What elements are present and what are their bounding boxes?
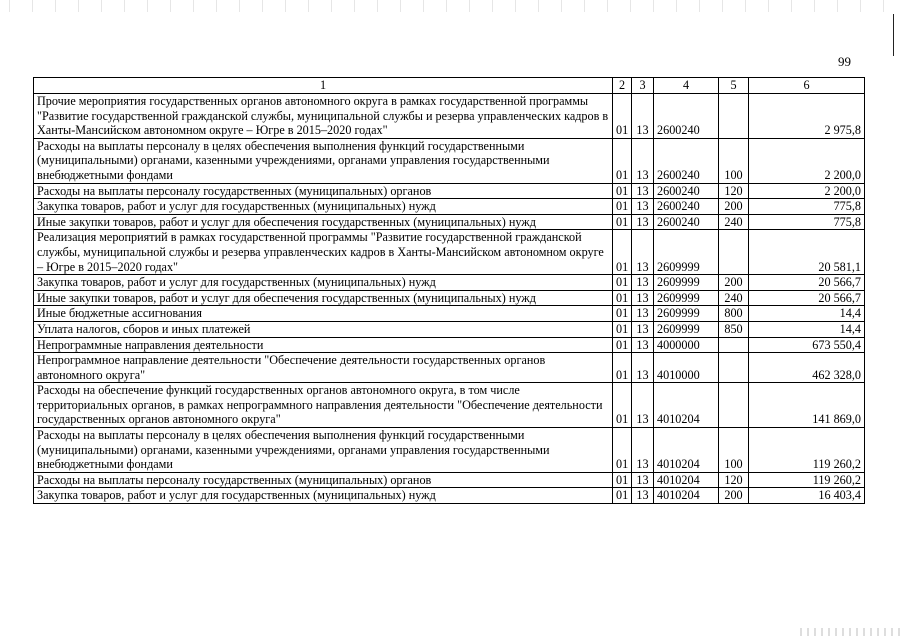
table-row (34, 383, 865, 428)
section-code-cell: 01 (613, 230, 632, 275)
expense-type-code-cell (719, 230, 749, 275)
expense-type-code-cell: 800 (719, 306, 749, 322)
subsection-code-cell: 13 (632, 488, 654, 504)
section-code-cell: 01 (613, 321, 632, 337)
expense-name-cell: Непрограммные направления деятельности (34, 337, 613, 353)
subsection-code-cell: 13 (632, 230, 654, 275)
section-code-cell: 01 (613, 488, 632, 504)
header-cell-2: 2 (613, 78, 632, 94)
target-item-code-cell: 2600240 (654, 183, 719, 199)
expense-name-cell: Иные закупки товаров, работ и услуг для обеспечения государственных (муниципальных) нужд (34, 214, 613, 230)
section-code-cell: 01 (613, 383, 632, 428)
target-item-code-cell: 4010204 (654, 383, 719, 428)
expense-type-code-cell: 200 (719, 275, 749, 291)
table-row (34, 472, 865, 488)
amount-cell: 14,4 (749, 306, 865, 322)
expense-name-cell: Расходы на выплаты персоналу в целях обеспечения выполнения функций государственными (муниципальными) органами, казенными учреждениями, органами управления государственными внебюджетными фондами (34, 428, 613, 473)
expense-type-code-cell: 200 (719, 488, 749, 504)
expense-type-code-cell (719, 337, 749, 353)
amount-cell: 775,8 (749, 214, 865, 230)
expense-name-cell: Прочие мероприятия государственных органов автономного округа в рамках государственной программы "Развитие государственной гражданской службы, муниципальной службы и резерва управленческих кадров в Ханты-Мансийском автономном округе – Югре в 2015–2020 годах" (34, 94, 613, 139)
amount-cell: 775,8 (749, 199, 865, 215)
table-row (34, 488, 865, 504)
table-row (34, 337, 865, 353)
expense-type-code-cell: 850 (719, 321, 749, 337)
subsection-code-cell: 13 (632, 321, 654, 337)
amount-cell: 119 260,2 (749, 428, 865, 473)
table-row (34, 353, 865, 383)
target-item-code-cell: 2609999 (654, 290, 719, 306)
table-row (34, 94, 865, 139)
header-cell-4: 4 (654, 78, 719, 94)
table-row (34, 214, 865, 230)
section-code-cell: 01 (613, 199, 632, 215)
expense-name-cell: Уплата налогов, сборов и иных платежей (34, 321, 613, 337)
amount-cell: 20 566,7 (749, 275, 865, 291)
target-item-code-cell: 2609999 (654, 306, 719, 322)
subsection-code-cell: 13 (632, 199, 654, 215)
header-cell-5: 5 (719, 78, 749, 94)
subsection-code-cell: 13 (632, 275, 654, 291)
section-code-cell: 01 (613, 214, 632, 230)
expense-type-code-cell: 120 (719, 472, 749, 488)
subsection-code-cell: 13 (632, 138, 654, 183)
table-row (34, 321, 865, 337)
expense-type-code-cell: 240 (719, 214, 749, 230)
section-code-cell: 01 (613, 428, 632, 473)
table-row (34, 230, 865, 275)
header-cell-3: 3 (632, 78, 654, 94)
section-code-cell: 01 (613, 472, 632, 488)
subsection-code-cell: 13 (632, 472, 654, 488)
expense-name-cell: Расходы на выплаты персоналу государственных (муниципальных) органов (34, 472, 613, 488)
target-item-code-cell: 2600240 (654, 138, 719, 183)
subsection-code-cell: 13 (632, 353, 654, 383)
expense-type-code-cell: 120 (719, 183, 749, 199)
target-item-code-cell: 4010204 (654, 472, 719, 488)
scan-noise-bottom (800, 628, 900, 636)
amount-cell: 20 581,1 (749, 230, 865, 275)
table-row (34, 290, 865, 306)
page-number: 99 (838, 54, 851, 69)
amount-cell: 14,4 (749, 321, 865, 337)
expense-name-cell: Расходы на выплаты персоналу государственных (муниципальных) органов (34, 183, 613, 199)
expense-type-code-cell (719, 353, 749, 383)
expense-name-cell: Реализация мероприятий в рамках государственной программы "Развитие государственной гражданской службы, муниципальной службы и резерва управленческих кадров в Ханты-Мансийском автономном округе – Югре в 2015–2020 годах" (34, 230, 613, 275)
target-item-code-cell: 4010000 (654, 353, 719, 383)
header-cell-6: 6 (749, 78, 865, 94)
target-item-code-cell: 2600240 (654, 214, 719, 230)
table-row (34, 199, 865, 215)
expense-name-cell: Иные бюджетные ассигнования (34, 306, 613, 322)
target-item-code-cell: 2600240 (654, 199, 719, 215)
expense-type-code-cell (719, 94, 749, 139)
section-code-cell: 01 (613, 275, 632, 291)
table-row (34, 183, 865, 199)
amount-cell: 2 200,0 (749, 183, 865, 199)
target-item-code-cell: 4010204 (654, 488, 719, 504)
target-item-code-cell: 2609999 (654, 230, 719, 275)
subsection-code-cell: 13 (632, 337, 654, 353)
amount-cell: 673 550,4 (749, 337, 865, 353)
amount-cell: 16 403,4 (749, 488, 865, 504)
target-item-code-cell: 2609999 (654, 275, 719, 291)
target-item-code-cell: 4010204 (654, 428, 719, 473)
amount-cell: 2 975,8 (749, 94, 865, 139)
expense-name-cell: Расходы на обеспечение функций государственных органов автономного округа, в том числе территориальных органов, в рамках непрограммного направления деятельности "Обеспечение деятельности государственных органов автономного округа" (34, 383, 613, 428)
expense-type-code-cell: 200 (719, 199, 749, 215)
table-row (34, 275, 865, 291)
subsection-code-cell: 13 (632, 214, 654, 230)
expense-type-code-cell: 100 (719, 428, 749, 473)
target-item-code-cell: 2609999 (654, 321, 719, 337)
subsection-code-cell: 13 (632, 383, 654, 428)
budget-table-wrapper (33, 77, 864, 504)
header-cell-1: 1 (34, 78, 613, 94)
expense-name-cell: Расходы на выплаты персоналу в целях обеспечения выполнения функций государственными (муниципальными) органами, казенными учреждениями, органами управления государственными внебюджетными фондами (34, 138, 613, 183)
section-code-cell: 01 (613, 290, 632, 306)
section-code-cell: 01 (613, 306, 632, 322)
section-code-cell: 01 (613, 353, 632, 383)
section-code-cell: 01 (613, 138, 632, 183)
expense-type-code-cell: 240 (719, 290, 749, 306)
expense-name-cell: Иные закупки товаров, работ и услуг для обеспечения государственных (муниципальных) нужд (34, 290, 613, 306)
subsection-code-cell: 13 (632, 306, 654, 322)
amount-cell: 20 566,7 (749, 290, 865, 306)
subsection-code-cell: 13 (632, 290, 654, 306)
expense-type-code-cell (719, 383, 749, 428)
table-row (34, 428, 865, 473)
table-row (34, 306, 865, 322)
table-body (34, 94, 865, 504)
expense-name-cell: Закупка товаров, работ и услуг для государственных (муниципальных) нужд (34, 488, 613, 504)
section-code-cell: 01 (613, 337, 632, 353)
section-code-cell: 01 (613, 183, 632, 199)
expense-name-cell: Закупка товаров, работ и услуг для государственных (муниципальных) нужд (34, 199, 613, 215)
budget-table (33, 77, 865, 504)
subsection-code-cell: 13 (632, 183, 654, 199)
expense-name-cell: Непрограммное направление деятельности "Обеспечение деятельности государственных органов автономного округа" (34, 353, 613, 383)
expense-type-code-cell: 100 (719, 138, 749, 183)
scan-edge-mark (893, 14, 894, 56)
table-header-row (34, 78, 865, 94)
table-row (34, 138, 865, 183)
expense-name-cell: Закупка товаров, работ и услуг для государственных (муниципальных) нужд (34, 275, 613, 291)
target-item-code-cell: 4000000 (654, 337, 719, 353)
target-item-code-cell: 2600240 (654, 94, 719, 139)
subsection-code-cell: 13 (632, 94, 654, 139)
amount-cell: 462 328,0 (749, 353, 865, 383)
section-code-cell: 01 (613, 94, 632, 139)
subsection-code-cell: 13 (632, 428, 654, 473)
scan-noise-top (0, 0, 905, 12)
amount-cell: 119 260,2 (749, 472, 865, 488)
amount-cell: 2 200,0 (749, 138, 865, 183)
amount-cell: 141 869,0 (749, 383, 865, 428)
